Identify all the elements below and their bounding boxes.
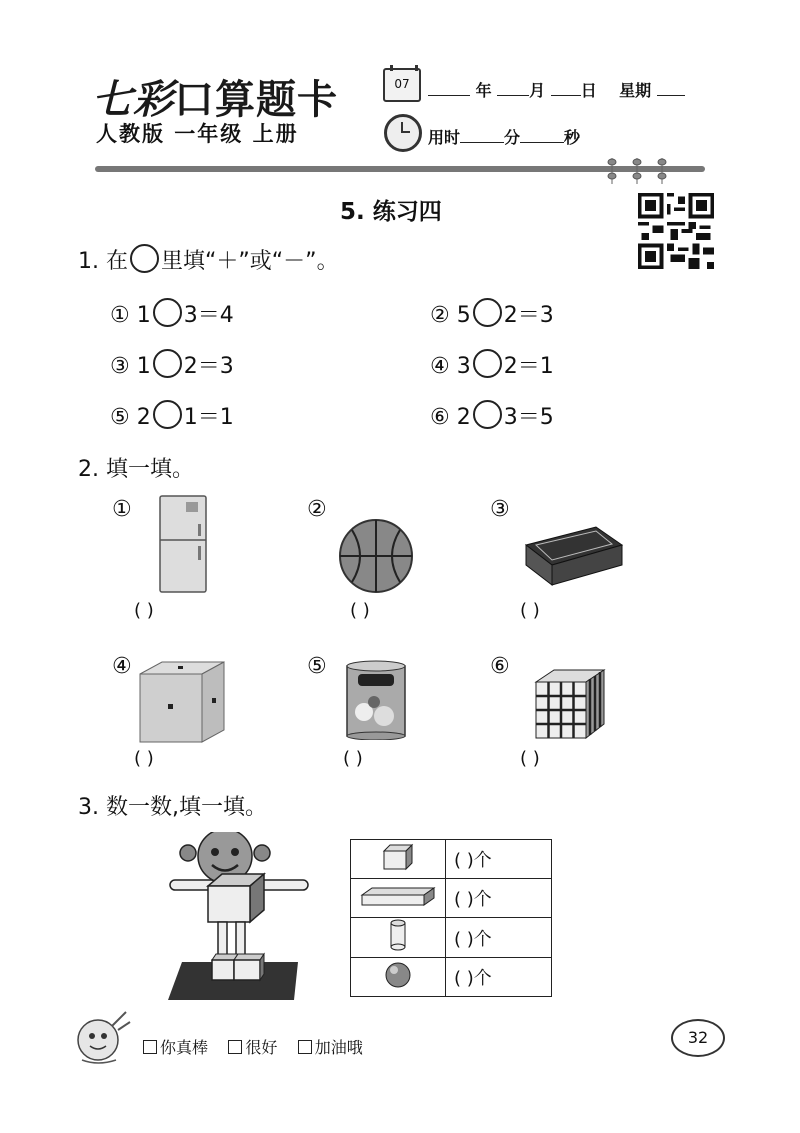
table-row <box>351 879 552 918</box>
day-blank[interactable] <box>551 81 581 96</box>
circle-symbol-icon <box>130 244 159 273</box>
basketball-icon <box>338 518 414 594</box>
rubik-cube-icon <box>532 666 606 740</box>
operator-answer-circle[interactable] <box>153 349 182 378</box>
q1-item: ④ 3 2＝1 <box>430 349 554 380</box>
q2-item-number: ⑤ <box>307 654 327 679</box>
wooden-cube-box-icon <box>138 660 226 744</box>
q1-item: ② 5 2＝3 <box>430 298 554 329</box>
q1-item: ① 1 3＝4 <box>110 298 234 329</box>
bead-decoration-icon <box>607 156 667 186</box>
year-blank[interactable] <box>428 81 470 96</box>
answer-blank[interactable]: ( ) <box>520 748 540 769</box>
table-row <box>351 840 552 879</box>
q1-item: ⑥ 2 3＝5 <box>430 400 554 431</box>
operator-answer-circle[interactable] <box>473 349 502 378</box>
answer-blank[interactable]: ( ) <box>350 600 370 621</box>
time-fields: 用时 分 秒 <box>428 128 581 147</box>
minute-blank[interactable] <box>460 128 504 143</box>
operator-answer-circle[interactable] <box>153 298 182 327</box>
q2-item-number: ④ <box>112 654 132 679</box>
cartoon-mascot-icon <box>72 1008 134 1068</box>
q2-item-number: ② <box>307 497 327 522</box>
table-row <box>351 918 552 958</box>
answer-blank[interactable]: ( ) <box>343 748 363 769</box>
second-blank[interactable] <box>520 128 564 143</box>
date-fields: 年 月 日 星期 <box>428 78 685 101</box>
fruit-can-icon <box>344 660 408 740</box>
block-robot-figure <box>166 832 312 1002</box>
q3-prompt: 3. 数一数,填一填。 <box>78 795 267 820</box>
refrigerator-icon <box>158 494 208 594</box>
operator-answer-circle[interactable] <box>473 298 502 327</box>
shape-count-table <box>350 839 552 997</box>
lesson-title: 5. 练习四 <box>340 199 442 225</box>
calendar-icon: 07 <box>383 68 421 102</box>
checkbox[interactable] <box>228 1040 242 1054</box>
q2-item-number: ③ <box>490 497 510 522</box>
self-rating: 你真棒 很好 加油哦 <box>143 1035 363 1058</box>
q2-item-number: ⑥ <box>490 654 510 679</box>
month-blank[interactable] <box>497 81 529 96</box>
checkbox[interactable] <box>143 1040 157 1054</box>
clock-icon <box>384 114 422 152</box>
brand-title: 七彩口算题卡 <box>92 76 338 123</box>
count-blank[interactable]: ( )个 <box>446 958 552 997</box>
q1-prompt: 1. 在 里填“＋”或“－”。 <box>78 244 339 275</box>
table-row <box>351 958 552 997</box>
page-number: 32 <box>671 1019 725 1057</box>
q2-prompt: 2. 填一填。 <box>78 457 194 482</box>
sphere-icon <box>384 961 412 989</box>
q1-item: ③ 1 2＝3 <box>110 349 234 380</box>
answer-blank[interactable]: ( ) <box>134 600 154 621</box>
q1-item: ⑤ 2 1＝1 <box>110 400 234 431</box>
count-blank[interactable]: ( )个 <box>446 879 552 918</box>
answer-blank[interactable]: ( ) <box>134 748 154 769</box>
count-blank[interactable]: ( )个 <box>446 918 552 958</box>
operator-answer-circle[interactable] <box>153 400 182 429</box>
count-blank[interactable]: ( )个 <box>446 840 552 879</box>
qr-code-icon[interactable] <box>638 193 714 269</box>
checkbox[interactable] <box>298 1040 312 1054</box>
cylinder-icon <box>388 919 408 951</box>
cube-icon <box>380 843 416 871</box>
weekday-blank[interactable] <box>657 81 685 96</box>
answer-blank[interactable]: ( ) <box>520 600 540 621</box>
operator-answer-circle[interactable] <box>473 400 502 429</box>
q2-item-number: ① <box>112 497 132 522</box>
cuboid-icon <box>360 885 436 907</box>
gift-box-icon <box>516 523 624 593</box>
edition-label: 人教版 一年级 上册 <box>96 122 299 146</box>
